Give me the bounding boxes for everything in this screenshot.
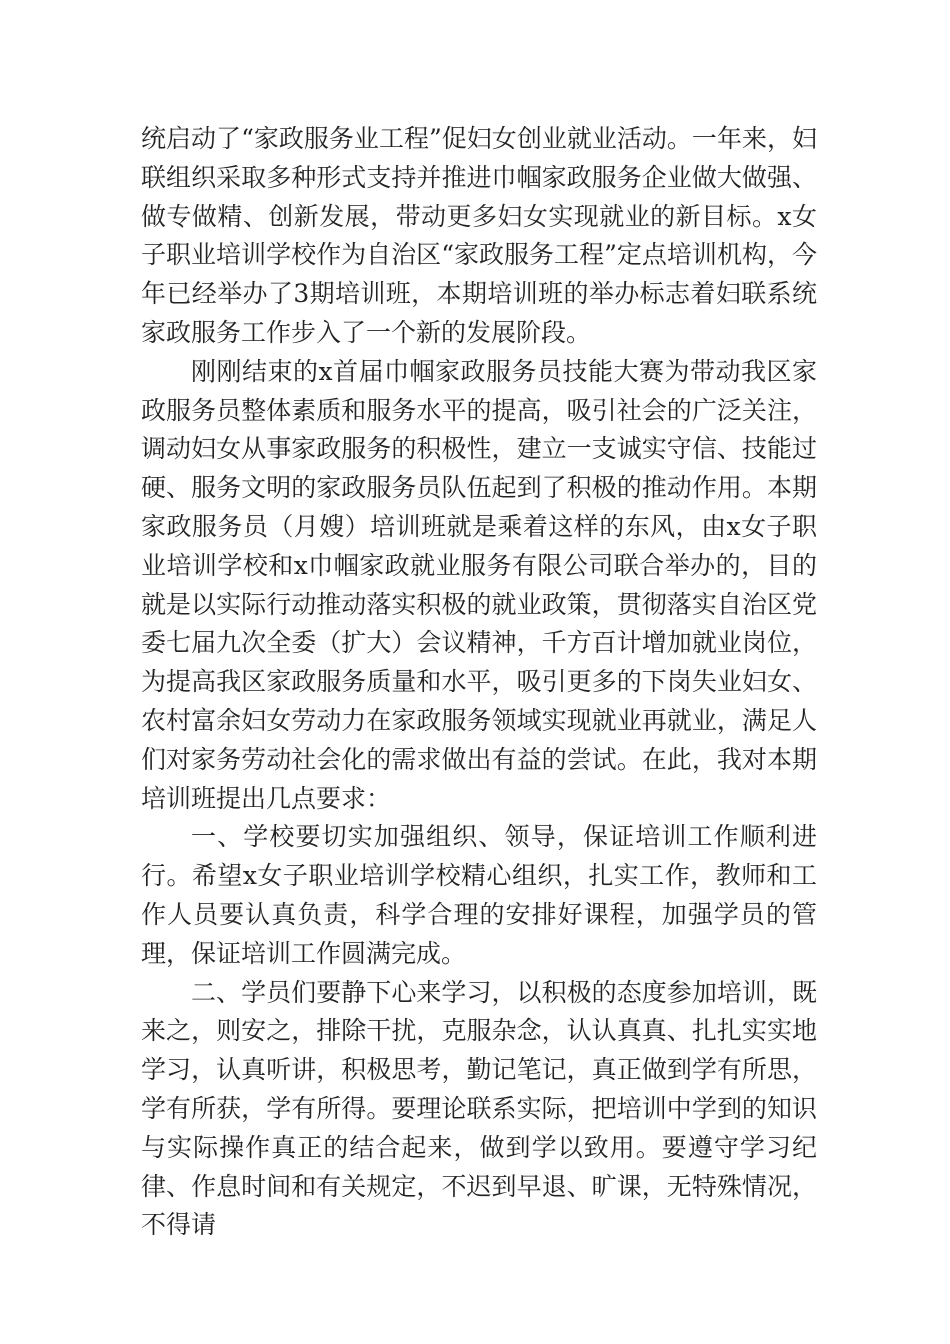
paragraph-requirement-school: 一、学校要切实加强组织、领导，保证培训工作顺利进行。希望x女子职业培训学校精心组织，扎实工作，教师和工作人员要认真负责，科学合理的安排好课程，加强学员的管理，保证培训工作圆满完成。 <box>141 822 817 968</box>
paragraph-requirement-students: 二、学员们要静下心来学习，以积极的态度参加培训，既来之，则安之，排除干扰，克服杂念，认认真真、扎扎实实地学习，认真听讲，积极思考，勤记笔记，真正做到学有所思，学有所获，学有所得。要理论联系实际，把培训中学到的知识与实际操作真正的结合起来，做到学以致用。要遵守学习纪律、作息时间和有关规定，不迟到早退、旷课，无特殊情况，不得请 <box>141 977 817 1240</box>
paragraph-continuation: 统启动了“家政服务业工程”促妇女创业就业活动。一年来，妇联组织采取多种形式支持并推进巾帼家政服务企业做大做强、做专做精、创新发展，带动更多妇女实现就业的新目标。x女子职业培训学校作为自治区“家政服务工程”定点培训机构，今年已经举办了3期培训班，本期培训班的举办标志着妇联系统家政服务工作步入了一个新的发展阶段。 <box>141 124 817 347</box>
document-body <box>141 120 817 1245</box>
paragraph-skills-competition: 刚刚结束的x首届巾帼家政服务员技能大赛为带动我区家政服务员整体素质和服务水平的提高，吸引社会的广泛关注，调动妇女从事家政服务的积极性，建立一支诚实守信、技能过硬、服务文明的家政服务员队伍起到了积极的推动作用。本期家政服务员（月嫂）培训班就是乘着这样的东风，由x女子职业培训学校和x巾帼家政就业服务有限公司联合举办的，目的就是以实际行动推动落实积极的就业政策，贯彻落实自治区党委七届九次全委（扩大）会议精神，千方百计增加就业岗位，为提高我区家政服务质量和水平，吸引更多的下岗失业妇女、农村富余妇女劳动力在家政服务领域实现就业再就业，满足人们对家务劳动社会化的需求做出有益的尝试。在此，我对本期培训班提出几点要求： <box>141 356 817 813</box>
